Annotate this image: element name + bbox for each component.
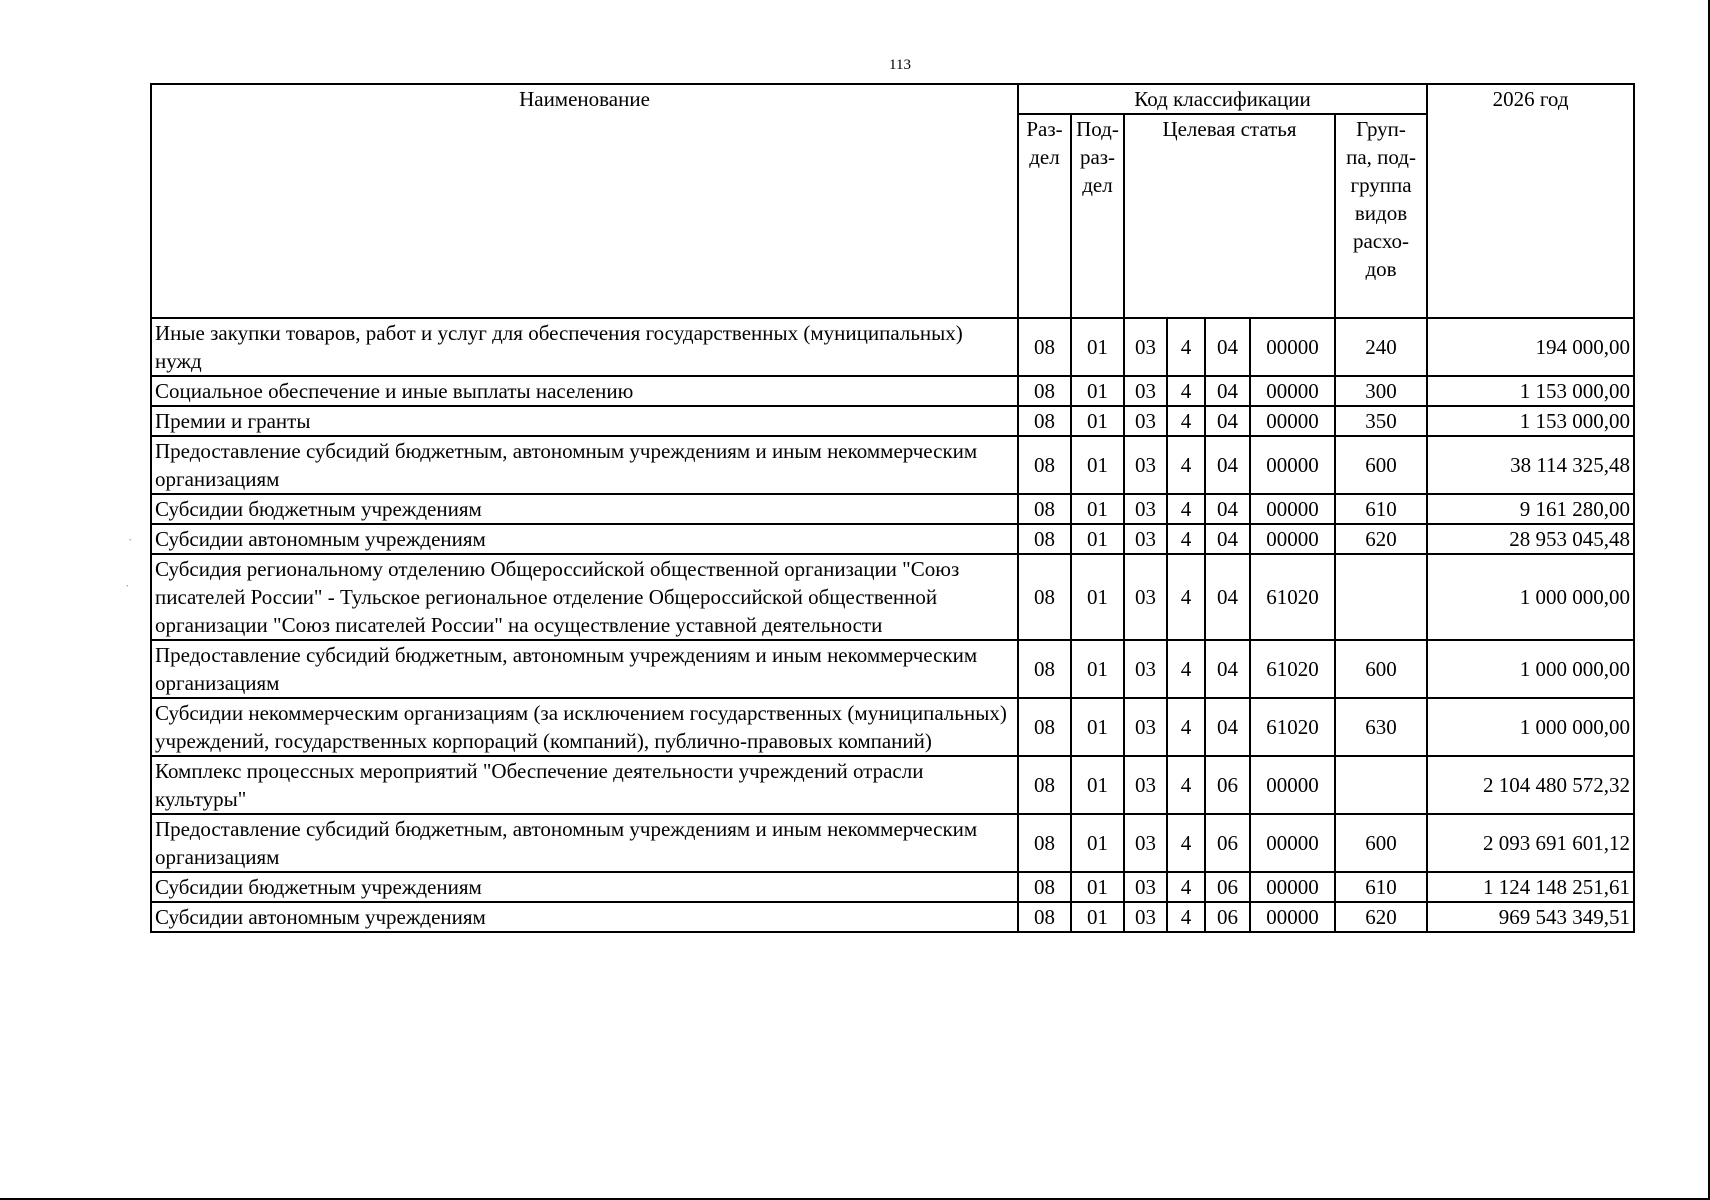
header-year: 2026 год bbox=[1427, 84, 1634, 318]
row-subsection: 01 bbox=[1071, 698, 1124, 756]
row-target-type: 4 bbox=[1167, 640, 1205, 698]
row-group bbox=[1335, 756, 1427, 814]
scan-mark: · bbox=[128, 532, 133, 547]
row-section: 08 bbox=[1018, 376, 1071, 406]
row-section: 08 bbox=[1018, 524, 1071, 554]
row-amount: 1 153 000,00 bbox=[1427, 406, 1634, 436]
table-row bbox=[151, 406, 1634, 436]
table-row bbox=[151, 814, 1634, 872]
row-group: 620 bbox=[1335, 902, 1427, 932]
row-target-program: 03 bbox=[1124, 376, 1167, 406]
row-target-direction: 00000 bbox=[1250, 406, 1335, 436]
row-subsection: 01 bbox=[1071, 756, 1124, 814]
row-section: 08 bbox=[1018, 872, 1071, 902]
row-subsection: 01 bbox=[1071, 640, 1124, 698]
header-target-article: Целевая статья bbox=[1124, 114, 1335, 318]
row-target-subprogram: 04 bbox=[1205, 524, 1250, 554]
row-name: Предоставление субсидий бюджетным, автономным учреждениям и иным некоммерческим организациям bbox=[151, 436, 1018, 494]
row-target-direction: 00000 bbox=[1250, 756, 1335, 814]
row-group: 630 bbox=[1335, 698, 1427, 756]
header-row-1 bbox=[151, 84, 1634, 114]
table-row bbox=[151, 436, 1634, 494]
header-group bbox=[1335, 114, 1427, 318]
row-section: 08 bbox=[1018, 902, 1071, 932]
row-target-program: 03 bbox=[1124, 698, 1167, 756]
row-group: 610 bbox=[1335, 494, 1427, 524]
table-row bbox=[151, 640, 1634, 698]
row-name: Субсидии автономным учреждениям bbox=[151, 902, 1018, 932]
row-section: 08 bbox=[1018, 318, 1071, 376]
header-group-line: дов bbox=[1365, 257, 1397, 281]
row-target-type: 4 bbox=[1167, 524, 1205, 554]
row-target-subprogram: 04 bbox=[1205, 640, 1250, 698]
row-target-subprogram: 04 bbox=[1205, 436, 1250, 494]
header-section-line: дел bbox=[1029, 145, 1060, 169]
header-group-line: па, под- bbox=[1346, 145, 1416, 169]
header-subsection-line: дел bbox=[1082, 173, 1113, 197]
row-target-type: 4 bbox=[1167, 406, 1205, 436]
row-subsection: 01 bbox=[1071, 318, 1124, 376]
table-row bbox=[151, 524, 1634, 554]
row-group: 300 bbox=[1335, 376, 1427, 406]
row-target-type: 4 bbox=[1167, 554, 1205, 640]
row-name: Субсидии бюджетным учреждениям bbox=[151, 872, 1018, 902]
page-number: 113 bbox=[889, 57, 911, 73]
row-name: Субсидии автономным учреждениям bbox=[151, 524, 1018, 554]
header-group-line: группа bbox=[1350, 173, 1412, 197]
row-subsection: 01 bbox=[1071, 554, 1124, 640]
row-target-subprogram: 04 bbox=[1205, 376, 1250, 406]
row-target-program: 03 bbox=[1124, 494, 1167, 524]
row-subsection: 01 bbox=[1071, 494, 1124, 524]
row-target-direction: 00000 bbox=[1250, 902, 1335, 932]
row-name: Предоставление субсидий бюджетным, автономным учреждениям и иным некоммерческим организациям bbox=[151, 640, 1018, 698]
header-group-line: видов bbox=[1354, 201, 1408, 225]
row-amount: 1 124 148 251,61 bbox=[1427, 872, 1634, 902]
row-target-subprogram: 06 bbox=[1205, 902, 1250, 932]
header-section bbox=[1018, 114, 1071, 318]
scan-mark: · bbox=[125, 578, 130, 593]
row-name: Премии и гранты bbox=[151, 406, 1018, 436]
row-subsection: 01 bbox=[1071, 524, 1124, 554]
row-target-direction: 61020 bbox=[1250, 640, 1335, 698]
row-target-type: 4 bbox=[1167, 872, 1205, 902]
row-amount: 194 000,00 bbox=[1427, 318, 1634, 376]
table-row bbox=[151, 318, 1634, 376]
table-row bbox=[151, 698, 1634, 756]
row-target-program: 03 bbox=[1124, 872, 1167, 902]
budget-table bbox=[150, 83, 1635, 933]
row-target-program: 03 bbox=[1124, 554, 1167, 640]
row-target-type: 4 bbox=[1167, 436, 1205, 494]
row-subsection: 01 bbox=[1071, 376, 1124, 406]
row-subsection: 01 bbox=[1071, 814, 1124, 872]
row-target-program: 03 bbox=[1124, 524, 1167, 554]
row-section: 08 bbox=[1018, 554, 1071, 640]
row-target-type: 4 bbox=[1167, 902, 1205, 932]
row-subsection: 01 bbox=[1071, 436, 1124, 494]
row-group: 600 bbox=[1335, 436, 1427, 494]
row-target-type: 4 bbox=[1167, 756, 1205, 814]
row-target-type: 4 bbox=[1167, 698, 1205, 756]
header-subsection bbox=[1071, 114, 1124, 318]
row-target-subprogram: 04 bbox=[1205, 318, 1250, 376]
row-name: Иные закупки товаров, работ и услуг для обеспечения государственных (муниципальных) нужд bbox=[151, 318, 1018, 376]
row-target-direction: 61020 bbox=[1250, 698, 1335, 756]
row-group: 350 bbox=[1335, 406, 1427, 436]
header-section-line: Раз- bbox=[1026, 117, 1063, 141]
table-row bbox=[151, 376, 1634, 406]
row-section: 08 bbox=[1018, 436, 1071, 494]
row-target-direction: 00000 bbox=[1250, 318, 1335, 376]
row-target-subprogram: 06 bbox=[1205, 756, 1250, 814]
row-target-subprogram: 04 bbox=[1205, 698, 1250, 756]
row-target-direction: 00000 bbox=[1250, 376, 1335, 406]
row-target-program: 03 bbox=[1124, 436, 1167, 494]
header-subsection-line: раз- bbox=[1079, 145, 1116, 169]
row-section: 08 bbox=[1018, 640, 1071, 698]
row-subsection: 01 bbox=[1071, 406, 1124, 436]
header-subsection-line: Под- bbox=[1076, 117, 1119, 141]
row-target-type: 4 bbox=[1167, 376, 1205, 406]
row-amount: 1 000 000,00 bbox=[1427, 554, 1634, 640]
row-target-program: 03 bbox=[1124, 318, 1167, 376]
row-target-type: 4 bbox=[1167, 494, 1205, 524]
row-target-direction: 00000 bbox=[1250, 814, 1335, 872]
header-name: Наименование bbox=[151, 84, 1018, 318]
row-section: 08 bbox=[1018, 814, 1071, 872]
row-target-subprogram: 06 bbox=[1205, 872, 1250, 902]
table-row bbox=[151, 872, 1634, 902]
row-group bbox=[1335, 554, 1427, 640]
row-target-program: 03 bbox=[1124, 406, 1167, 436]
row-target-type: 4 bbox=[1167, 318, 1205, 376]
row-amount: 2 093 691 601,12 bbox=[1427, 814, 1634, 872]
row-name: Комплекс процессных мероприятий "Обеспечение деятельности учреждений отрасли культуры" bbox=[151, 756, 1018, 814]
row-section: 08 bbox=[1018, 406, 1071, 436]
row-target-subprogram: 06 bbox=[1205, 814, 1250, 872]
row-name: Субсидия региональному отделению Общероссийской общественной организации "Союз писателей России" - Тульское региональное отделение Общероссийской общественной организации "Союз писателей России" на осуществление уставной деятельности bbox=[151, 554, 1018, 640]
row-subsection: 01 bbox=[1071, 872, 1124, 902]
table-row bbox=[151, 756, 1634, 814]
row-target-direction: 00000 bbox=[1250, 436, 1335, 494]
row-section: 08 bbox=[1018, 756, 1071, 814]
row-section: 08 bbox=[1018, 698, 1071, 756]
table-row bbox=[151, 554, 1634, 640]
row-target-direction: 00000 bbox=[1250, 872, 1335, 902]
row-target-subprogram: 04 bbox=[1205, 406, 1250, 436]
row-subsection: 01 bbox=[1071, 902, 1124, 932]
row-target-direction: 00000 bbox=[1250, 524, 1335, 554]
row-target-type: 4 bbox=[1167, 814, 1205, 872]
row-amount: 28 953 045,48 bbox=[1427, 524, 1634, 554]
row-group: 600 bbox=[1335, 814, 1427, 872]
row-group: 240 bbox=[1335, 318, 1427, 376]
row-target-subprogram: 04 bbox=[1205, 494, 1250, 524]
row-section: 08 bbox=[1018, 494, 1071, 524]
header-group-line: Груп- bbox=[1356, 117, 1406, 141]
row-amount: 2 104 480 572,32 bbox=[1427, 756, 1634, 814]
row-target-direction: 61020 bbox=[1250, 554, 1335, 640]
row-target-program: 03 bbox=[1124, 902, 1167, 932]
header-classification: Код классификации bbox=[1018, 84, 1427, 114]
row-amount: 38 114 325,48 bbox=[1427, 436, 1634, 494]
row-group: 600 bbox=[1335, 640, 1427, 698]
row-target-direction: 00000 bbox=[1250, 494, 1335, 524]
row-group: 620 bbox=[1335, 524, 1427, 554]
row-name: Субсидии бюджетным учреждениям bbox=[151, 494, 1018, 524]
row-name: Социальное обеспечение и иные выплаты населению bbox=[151, 376, 1018, 406]
table-row bbox=[151, 494, 1634, 524]
row-amount: 969 543 349,51 bbox=[1427, 902, 1634, 932]
row-group: 610 bbox=[1335, 872, 1427, 902]
row-amount: 9 161 280,00 bbox=[1427, 494, 1634, 524]
row-target-subprogram: 04 bbox=[1205, 554, 1250, 640]
row-name: Предоставление субсидий бюджетным, автономным учреждениям и иным некоммерческим организациям bbox=[151, 814, 1018, 872]
row-name: Субсидии некоммерческим организациям (за исключением государственных (муниципальных) учреждений, государственных корпораций (компаний), публично-правовых компаний) bbox=[151, 698, 1018, 756]
table-row bbox=[151, 902, 1634, 932]
header-group-line: расхо- bbox=[1352, 229, 1410, 253]
row-target-program: 03 bbox=[1124, 640, 1167, 698]
row-target-program: 03 bbox=[1124, 814, 1167, 872]
row-amount: 1 000 000,00 bbox=[1427, 640, 1634, 698]
row-amount: 1 000 000,00 bbox=[1427, 698, 1634, 756]
row-amount: 1 153 000,00 bbox=[1427, 376, 1634, 406]
row-target-program: 03 bbox=[1124, 756, 1167, 814]
